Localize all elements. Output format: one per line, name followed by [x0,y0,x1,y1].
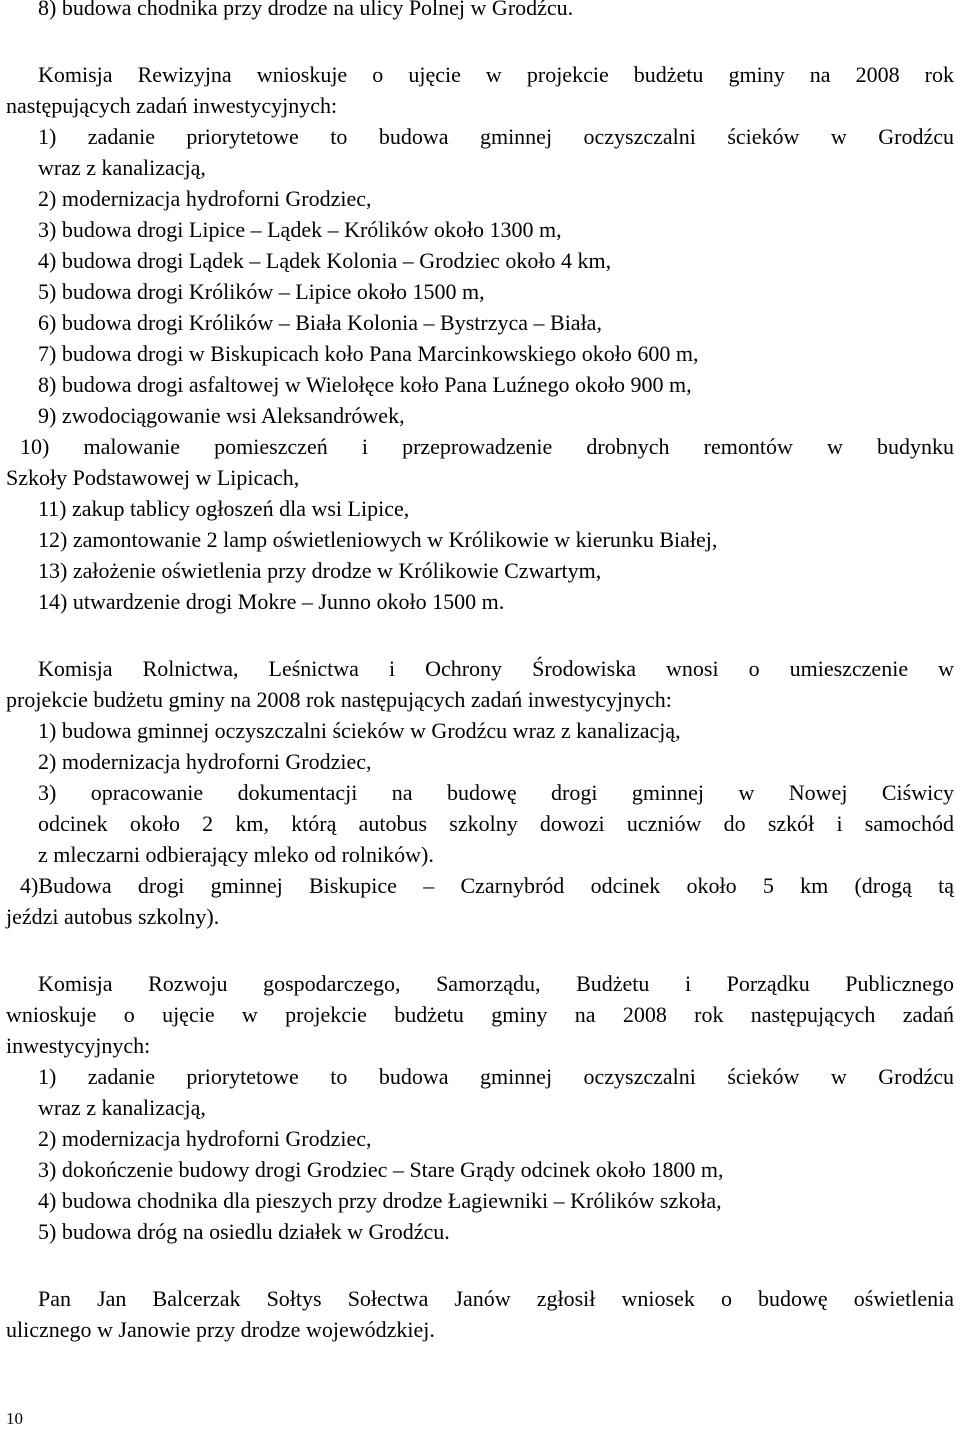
paragraph-line: inwestycyjnych: [6,1033,151,1058]
list-item: 1) zadanie priorytetowe to budowa gminnej oczyszczalni ścieków w Grodźcu [38,124,954,149]
list-item-cont: wraz z kanalizacją, [38,155,206,180]
list-item: 12) zamontowanie 2 lamp oświetleniowych w Królikowie w kierunku Białej, [38,527,718,552]
list-item: 8) budowa drogi asfaltowej w Wielołęce koło Pana Luźnego około 900 m, [38,372,692,397]
paragraph-line: Pan Jan Balcerzak Sołtys Sołectwa Janów zgłosił wniosek o budowę oświetlenia [38,1286,954,1311]
list-item-cont: z mleczarni odbierający mleko od rolników). [38,842,434,867]
list-item: 2) modernizacja hydroforni Grodziec, [38,1126,372,1151]
list-item-cont: jeździ autobus szkolny). [6,904,220,929]
list-item: 1) zadanie priorytetowe to budowa gminnej oczyszczalni ścieków w Grodźcu [38,1064,954,1089]
list-item: 6) budowa drogi Królików – Biała Kolonia – Bystrzyca – Biała, [38,310,602,335]
paragraph-line: Komisja Rewizyjna wnioskuje o ujęcie w projekcie budżetu gminy na 2008 rok [38,62,954,87]
list-item: 7) budowa drogi w Biskupicach koło Pana Marcinkowskiego około 600 m, [38,341,699,366]
list-item-cont: odcinek około 2 km, którą autobus szkolny dowozi uczniów do szkół i samochód [38,811,954,836]
list-item: 2) modernizacja hydroforni Grodziec, [38,186,372,211]
list-item: 3) opracowanie dokumentacji na budowę drogi gminnej w Nowej Ciświcy [38,780,954,805]
list-item-cont: Szkoły Podstawowej w Lipicach, [6,465,300,490]
list-item-cont: wraz z kanalizacją, [38,1095,206,1120]
paragraph-line: Komisja Rozwoju gospodarczego, Samorządu, Budżetu i Porządku Publicznego [38,971,954,996]
list-item: 3) budowa drogi Lipice – Lądek – Królików około 1300 m, [38,217,562,242]
list-item: 10) malowanie pomieszczeń i przeprowadzenie drobnych remontów w budynku [20,434,954,459]
list-item: 8) budowa chodnika przy drodze na ulicy Polnej w Grodźcu. [38,0,574,20]
list-item: 13) założenie oświetlenia przy drodze w Królikowie Czwartym, [38,558,602,583]
list-item: 2) modernizacja hydroforni Grodziec, [38,749,372,774]
list-item: 4) budowa drogi Lądek – Lądek Kolonia – Grodziec około 4 km, [38,248,612,273]
list-item: 14) utwardzenie drogi Mokre – Junno około 1500 m. [38,589,505,614]
paragraph-line: Komisja Rolnictwa, Leśnictwa i Ochrony Środowiska wnosi o umieszczenie w [38,656,954,681]
list-item: 1) budowa gminnej oczyszczalni ścieków w Grodźcu wraz z kanalizacją, [38,718,681,743]
paragraph-line: następujących zadań inwestycyjnych: [6,93,338,118]
list-item: 4)Budowa drogi gminnej Biskupice – Czarnybród odcinek około 5 km (drogą tą [20,873,954,898]
list-item: 5) budowa dróg na osiedlu działek w Grodźcu. [38,1219,450,1244]
list-item: 3) dokończenie budowy drogi Grodziec – Stare Grądy odcinek około 1800 m, [38,1157,724,1182]
paragraph-line: projekcie budżetu gminy na 2008 rok następujących zadań inwestycyjnych: [6,687,672,712]
list-item: 4) budowa chodnika dla pieszych przy drodze Łagiewniki – Królików szkoła, [38,1188,722,1213]
list-item: 9) zwodociągowanie wsi Aleksandrówek, [38,403,405,428]
list-item: 5) budowa drogi Królików – Lipice około 1500 m, [38,279,485,304]
page-number: 10 [6,1409,23,1428]
paragraph-line: wnioskuje o ujęcie w projekcie budżetu gminy na 2008 rok następujących zadań [6,1002,954,1027]
paragraph-line: ulicznego w Janowie przy drodze wojewódzkiej. [6,1317,435,1342]
list-item: 11) zakup tablicy ogłoszeń dla wsi Lipice, [38,496,410,521]
